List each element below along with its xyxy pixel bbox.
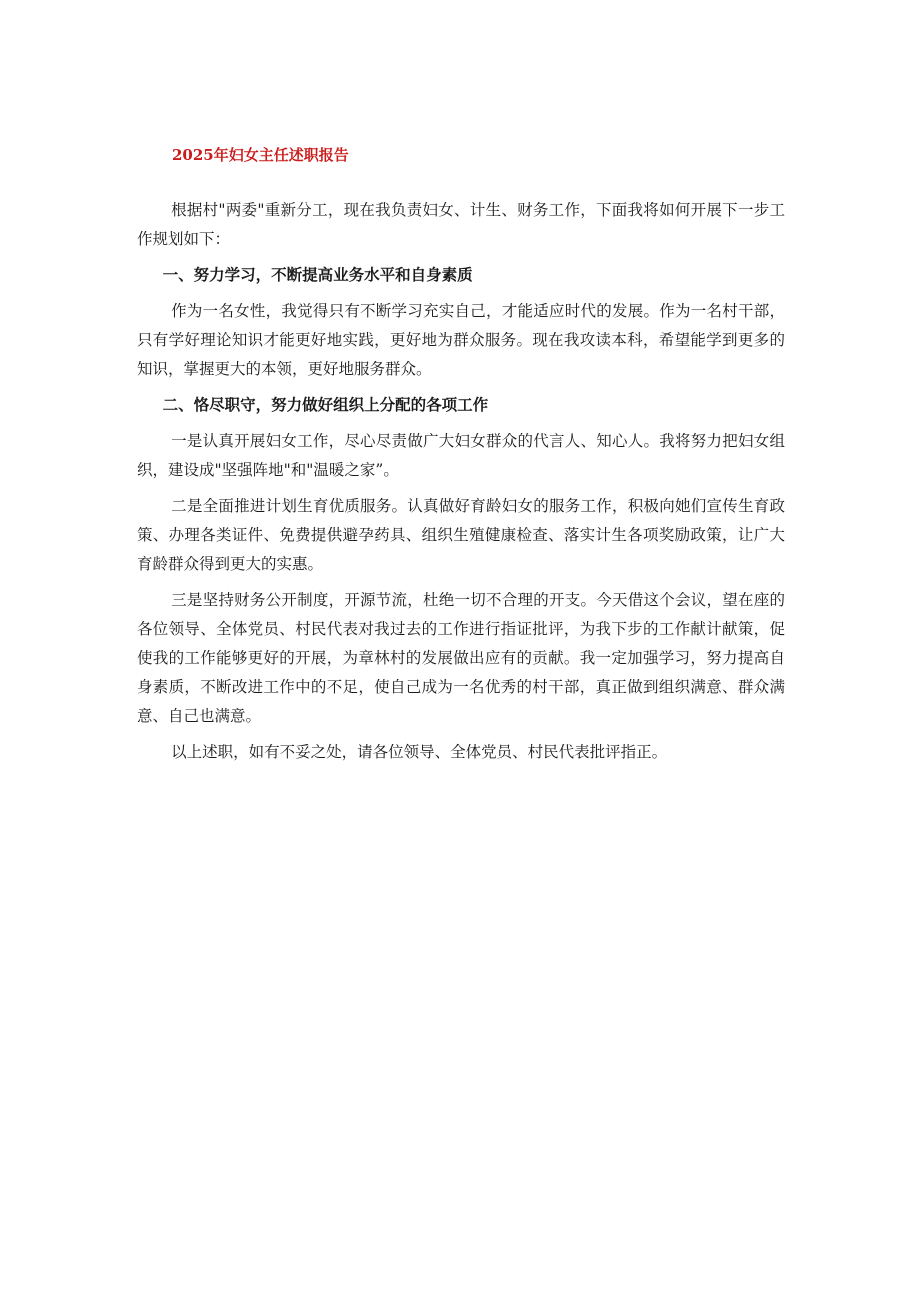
section-1-heading: 一、努力学习，不断提高业务水平和自身素质 — [162, 266, 473, 284]
document-title: 2025年妇女主任述职报告 — [172, 146, 349, 164]
closing-paragraph: 以上述职，如有不妥之处，请各位领导、全体党员、村民代表批评指正。 — [171, 743, 668, 761]
section-2-item-1: 一是认真开展妇女工作，尽心尽责做广大妇女群众的代言人、知心人。我将努力把妇女组织，建设成"坚强阵地"和"温暖之家”。 — [137, 432, 785, 479]
section-2-item-2: 二是全面推进计划生育优质服务。认真做好育龄妇女的服务工作，积极向她们宣传生育政策、办理各类证件、免费提供避孕药具、组织生殖健康检查、落实计生各项奖励政策，让广大育龄群众得到更大的实惠。 — [137, 497, 785, 573]
section-2-heading: 二、恪尽职守，努力做好组织上分配的各项工作 — [162, 396, 489, 414]
intro-paragraph: 根据村"两委"重新分工，现在我负责妇女、计生、财务工作，下面我将如何开展下一步工作规划如下： — [137, 201, 785, 248]
document-body — [137, 196, 785, 774]
section-1-paragraph: 作为一名女性，我觉得只有不断学习充实自己，才能适应时代的发展。作为一名村干部，只有学好理论知识才能更好地实践，更好地为群众服务。现在我攻读本科，希望能学到更多的知识，掌握更大的本领，更好地服务群众。 — [137, 302, 785, 378]
section-2-item-3: 三是坚持财务公开制度，开源节流，杜绝一切不合理的开支。今天借这个会议，望在座的各位领导、全体党员、村民代表对我过去的工作进行指证批评，为我下步的工作献计献策，促使我的工作能够更好的开展，为章林村的发展做出应有的贡献。我一定加强学习，努力提高自身素质，不断改进工作中的不足，使自己成为一名优秀的村干部，真正做到组织满意、群众满意、自己也满意。 — [137, 591, 785, 725]
